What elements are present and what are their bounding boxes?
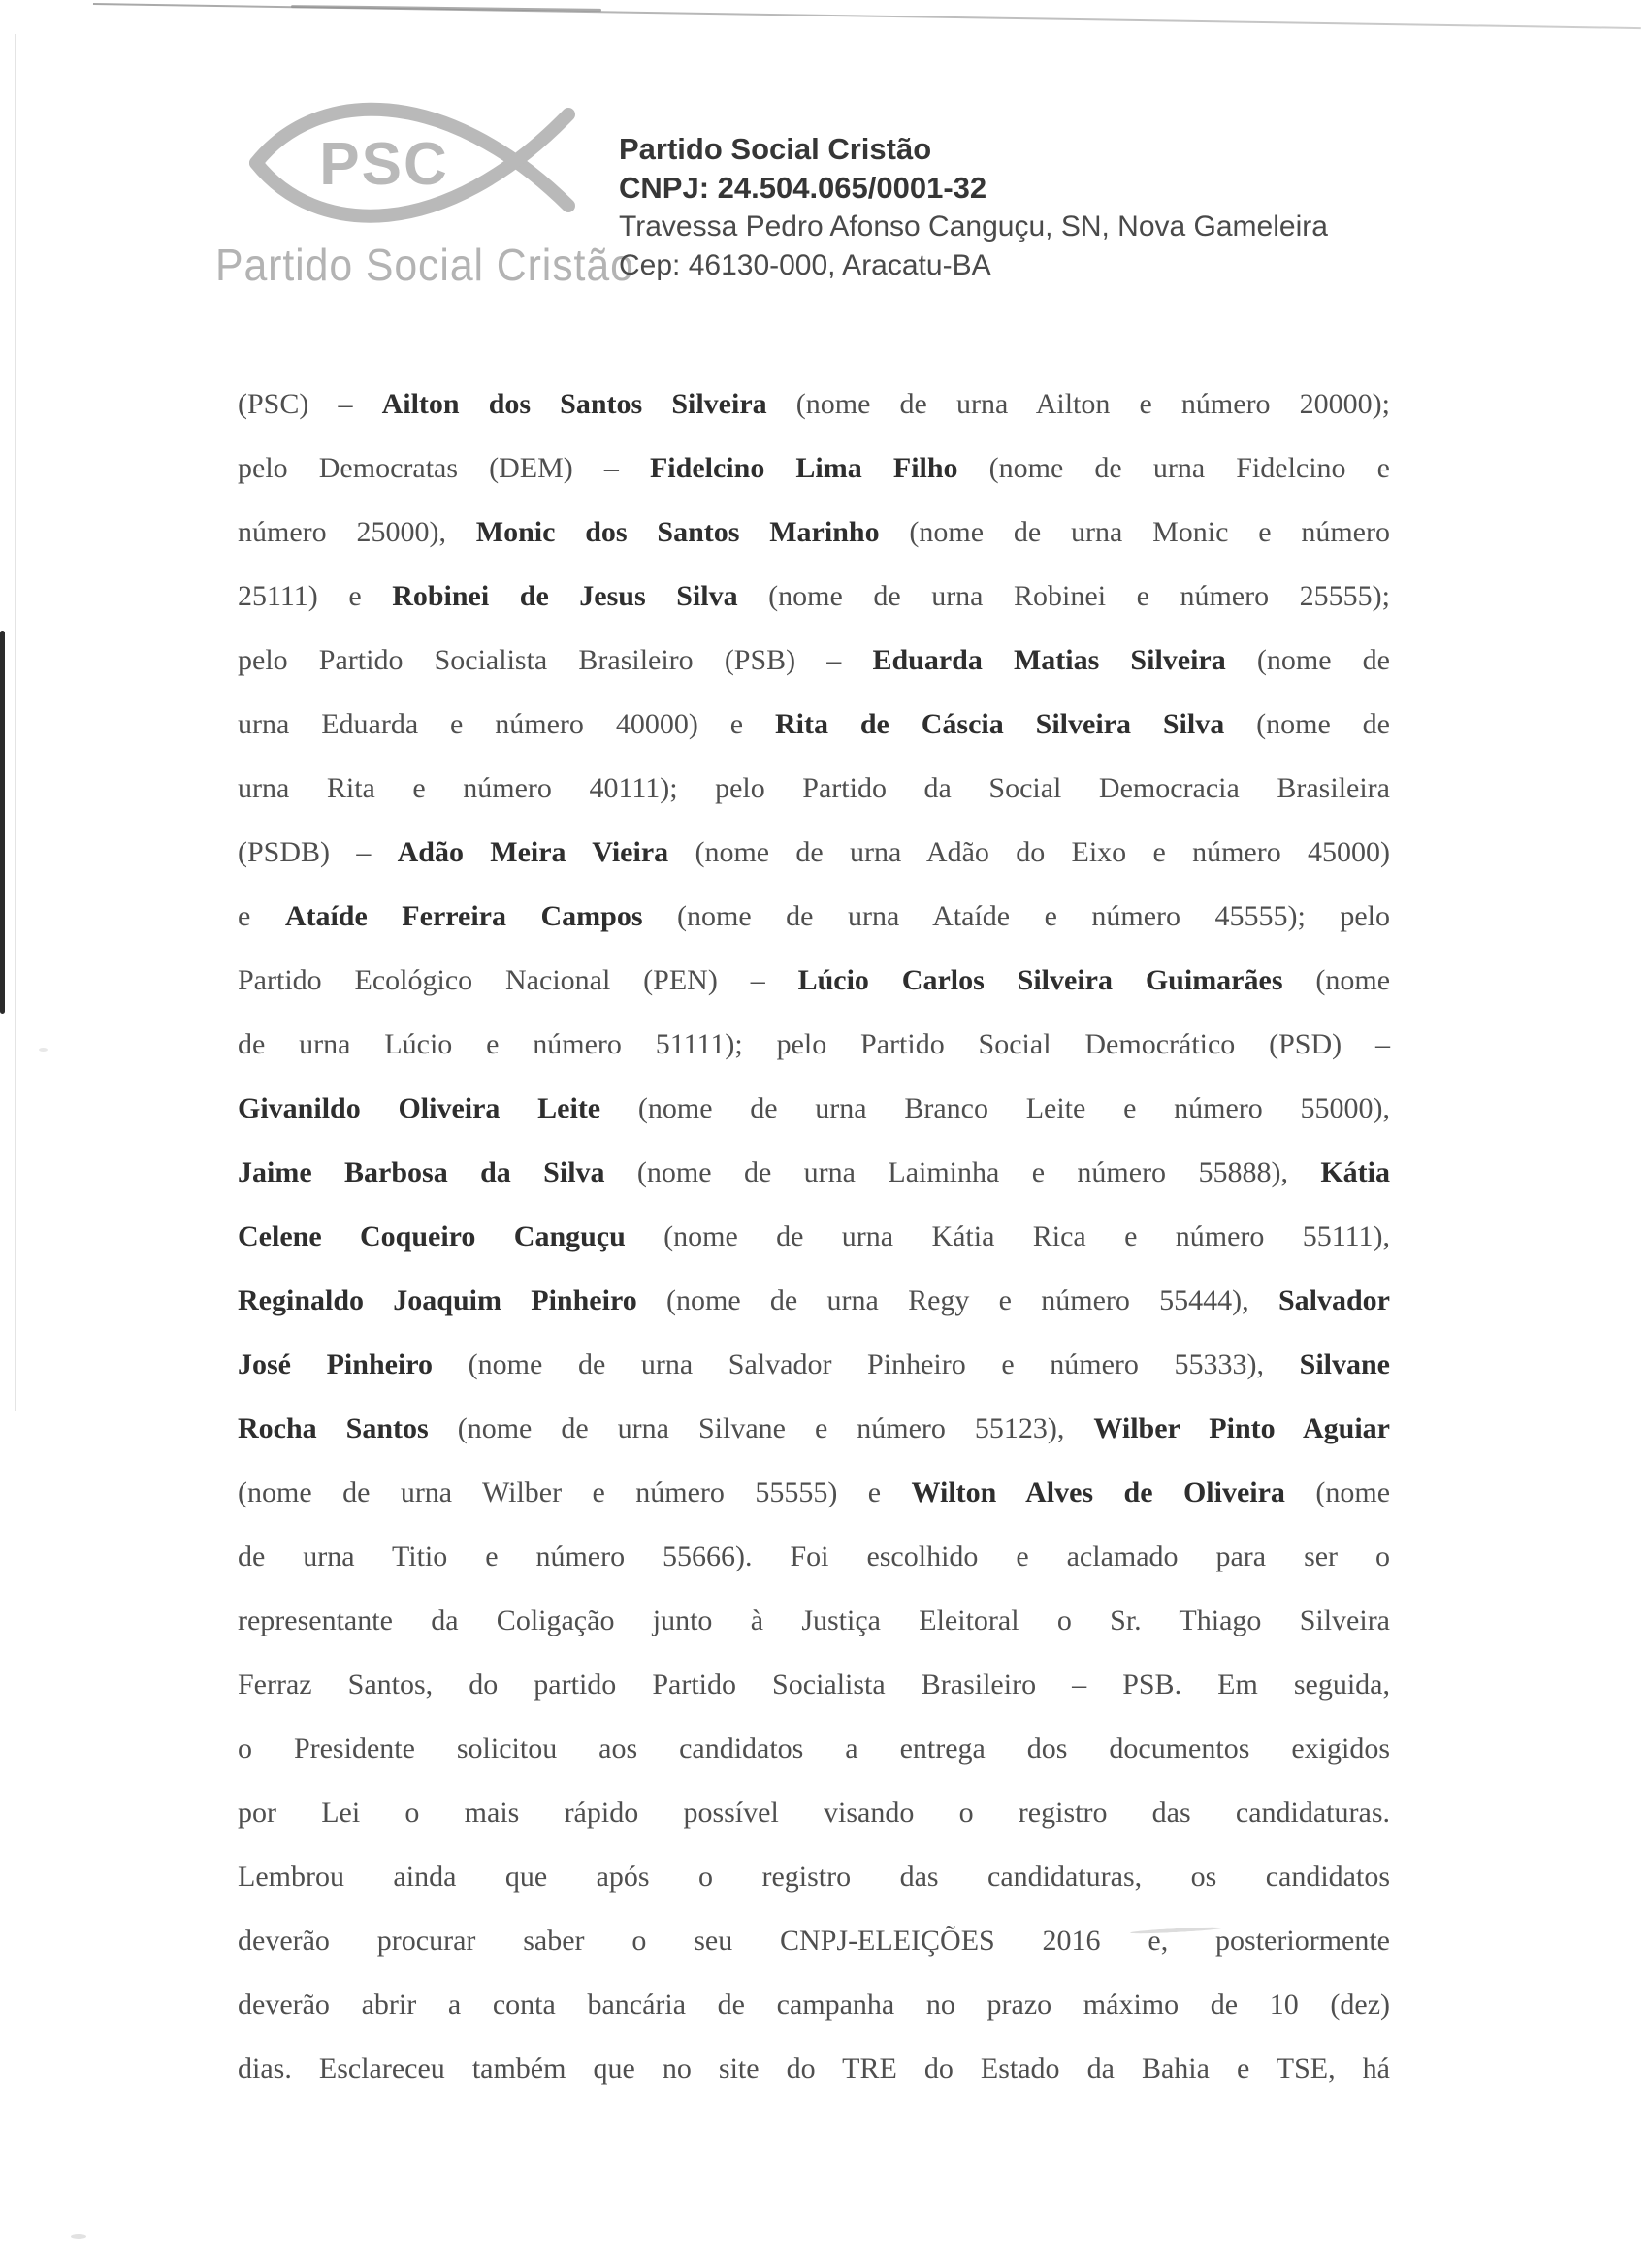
candidate-name: Monic dos Santos Marinho xyxy=(475,516,880,548)
org-address-street: Travessa Pedro Afonso Canguçu, SN, Nova Gameleira xyxy=(619,211,1328,243)
document-line xyxy=(238,437,1390,501)
body-text: Lembrou ainda que após o registro das candidaturas, os candidatos xyxy=(238,1861,1390,1893)
document-line xyxy=(238,373,1390,437)
body-text: (PSDB) – xyxy=(238,836,398,868)
candidate-name: Fidelcino Lima Filho xyxy=(649,452,958,484)
candidate-name: José Pinheiro xyxy=(238,1348,434,1380)
document-line xyxy=(238,949,1390,1013)
scan-speck xyxy=(71,2234,86,2239)
scan-speck xyxy=(39,1048,48,1052)
document-line xyxy=(238,1973,1390,2037)
body-text: de urna Titio e número 55666). Foi escolhido e aclamado para ser o xyxy=(238,1540,1390,1572)
body-text: o Presidente solicitou aos candidatos a entrega dos documentos exigidos xyxy=(238,1733,1390,1765)
candidate-name: Wilber Pinto Aguiar xyxy=(1093,1412,1390,1444)
body-text: (nome de urna Adão do Eixo e número 45000) xyxy=(668,836,1390,868)
scan-artifact-top-edge-smudge xyxy=(291,5,601,12)
candidate-name: Rita de Cáscia Silveira Silva xyxy=(774,708,1225,740)
candidate-name: Jaime Barbosa da Silva xyxy=(238,1156,605,1188)
candidate-name: Lúcio Carlos Silveira Guimarães xyxy=(797,964,1283,996)
body-text: representante da Coligação junto à Justiça Eleitoral o Sr. Thiago Silveira xyxy=(238,1604,1390,1636)
document-line xyxy=(238,1397,1390,1461)
document-line xyxy=(238,1781,1390,1845)
candidate-name: Adão Meira Vieira xyxy=(397,836,669,868)
candidate-name: Rocha Santos xyxy=(238,1412,429,1444)
body-text: urna Rita e número 40111); pelo Partido da Social Democracia Brasileira xyxy=(238,772,1390,804)
candidate-name: Ailton dos Santos Silveira xyxy=(381,388,767,420)
candidate-name: Ataíde Ferreira Campos xyxy=(284,900,643,932)
body-text: (nome xyxy=(1282,964,1391,996)
body-text: por Lei o mais rápido possível visando o registro das candidaturas. xyxy=(238,1797,1390,1829)
body-text: (nome de urna Robinei e número 25555); xyxy=(737,580,1390,612)
body-text: 25111) e xyxy=(238,580,393,612)
candidate-name: Robinei de Jesus Silva xyxy=(392,580,738,612)
document-line xyxy=(238,629,1390,693)
body-text: Partido Ecológico Nacional (PEN) – xyxy=(238,964,798,996)
body-text: (nome de urna Ataíde e número 45555); pelo xyxy=(642,900,1390,932)
document-line xyxy=(238,1205,1390,1269)
document-line xyxy=(238,885,1390,949)
document-line xyxy=(238,1333,1390,1397)
document-line xyxy=(238,1717,1390,1781)
body-text: (nome de urna Silvane e número 55123), xyxy=(428,1412,1094,1444)
org-cnpj: CNPJ: 24.504.065/0001-32 xyxy=(619,171,987,205)
document-line xyxy=(238,1077,1390,1141)
document-line xyxy=(238,1525,1390,1589)
scan-artifact-left-dark-bar xyxy=(0,631,5,1014)
document-line xyxy=(238,757,1390,821)
body-text: pelo Partido Socialista Brasileiro (PSB) – xyxy=(238,644,873,676)
body-text: número 25000), xyxy=(238,516,476,548)
body-text: de urna Lúcio e número 51111); pelo Partido Social Democrático (PSD) – xyxy=(238,1028,1390,1060)
document-line xyxy=(238,2037,1390,2101)
body-text: dias. Esclareceu também que no site do TRE do Estado da Bahia e TSE, há xyxy=(238,2053,1390,2085)
document-line xyxy=(238,1589,1390,1653)
body-text: (nome de urna Branco Leite e número 55000), xyxy=(600,1092,1390,1124)
body-text: (nome de xyxy=(1224,708,1391,740)
body-text: (PSC) – xyxy=(238,388,382,420)
scan-artifact-left-faint-line xyxy=(15,34,16,1411)
body-text: (nome de urna Laiminha e número 55888), xyxy=(604,1156,1321,1188)
candidate-name: Givanildo Oliveira Leite xyxy=(238,1092,601,1124)
body-text: e xyxy=(238,900,285,932)
document-line xyxy=(238,1653,1390,1717)
document-line xyxy=(238,1461,1390,1525)
candidate-name: Wilton Alves de Oliveira xyxy=(911,1476,1285,1508)
document-line xyxy=(238,693,1390,757)
letterhead xyxy=(619,130,1414,285)
body-text: deverão abrir a conta bancária de campanha no prazo máximo de 10 (dez) xyxy=(238,1989,1390,2021)
psc-fish-logo-icon xyxy=(241,81,596,246)
candidate-name: Salvador xyxy=(1277,1284,1390,1316)
document-line xyxy=(238,821,1390,885)
body-text: deverão procurar saber o seu CNPJ-ELEIÇÕES 2016 e, posteriormente xyxy=(238,1925,1390,1957)
body-text: (nome de urna Monic e número xyxy=(879,516,1390,548)
body-text: (nome de xyxy=(1225,644,1390,676)
org-name: Partido Social Cristão xyxy=(619,132,932,166)
candidate-name: Celene Coqueiro Canguçu xyxy=(238,1220,626,1252)
body-text: (nome de urna Ailton e número 20000); xyxy=(766,388,1390,420)
document-line xyxy=(238,1141,1390,1205)
body-text: (nome de urna Fidelcino e xyxy=(957,452,1390,484)
document-line xyxy=(238,501,1390,565)
body-text: (nome de urna Wilber e número 55555) e xyxy=(238,1476,912,1508)
body-text: (nome de urna Salvador Pinheiro e número 55333), xyxy=(433,1348,1300,1380)
candidate-name: Eduarda Matias Silveira xyxy=(872,644,1226,676)
candidate-name: Silvane xyxy=(1299,1348,1390,1380)
document-line xyxy=(238,565,1390,629)
document-line xyxy=(238,1845,1390,1909)
body-text: (nome de urna Regy e número 55444), xyxy=(636,1284,1278,1316)
body-text: (nome xyxy=(1284,1476,1391,1508)
candidate-name: Kátia xyxy=(1320,1156,1391,1188)
body-text: (nome de urna Kátia Rica e número 55111), xyxy=(625,1220,1390,1252)
org-address-city: Cep: 46130-000, Aracatu-BA xyxy=(619,249,991,281)
logo-acronym: PSC xyxy=(319,131,449,198)
body-text: urna Eduarda e número 40000) e xyxy=(238,708,775,740)
document-line xyxy=(238,1909,1390,1973)
document-line xyxy=(238,1013,1390,1077)
document-line xyxy=(238,1269,1390,1333)
body-text: Ferraz Santos, do partido Partido Socialista Brasileiro – PSB. Em seguida, xyxy=(238,1669,1390,1701)
document-body xyxy=(238,373,1390,2101)
candidate-name: Reginaldo Joaquim Pinheiro xyxy=(238,1284,637,1316)
body-text: pelo Democratas (DEM) – xyxy=(238,452,650,484)
logo-caption: Partido Social Cristão xyxy=(215,240,634,290)
